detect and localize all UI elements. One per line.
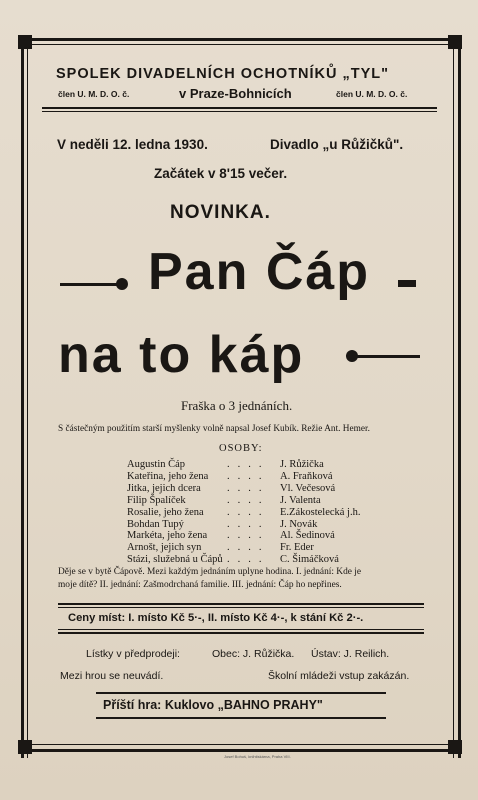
society-name: SPOLEK DIVADELNÍCH OCHOTNÍKŮ „TYL" [56,66,390,82]
presale-label: Lístky v předprodeji: [86,648,180,660]
note-no-entry-during-play: Mezi hrou se neuvádí. [60,670,164,682]
cast-actor: Vl. Večesová [280,482,336,494]
cast-leader-dots: .... [227,470,270,482]
next-show-rule-top [96,692,386,694]
cast-role: Bohdan Tupý [127,518,184,530]
cast-actor: A. Fraňková [280,470,333,482]
event-date: V neděli 12. ledna 1930. [57,137,208,152]
event-start: Začátek v 8'15 večer. [154,166,288,181]
cast-role: Stázi, služebná u Čápů [127,554,223,566]
cast-role: Arnošt, jejich syn [127,542,202,554]
presale-ustav: Ústav: J. Reilich. [311,648,390,660]
presale-obec: Obec: J. Růžička. [212,648,295,660]
cast-actor: Fr. Eder [280,542,314,554]
title-ornament-left-line [60,283,118,286]
title-ornament-right-line [356,355,420,358]
cast-actor: J. Růžička [280,459,324,470]
cast-actor: J. Valenta [280,494,321,506]
play-subtitle: Fraška o 3 jednáních. [181,398,293,413]
cast-leader-dots: .... [227,459,270,470]
play-title-line2: na to káp [58,326,305,384]
location: v Praze-Bohnicích [179,86,292,101]
cast-leader-dots: .... [227,482,270,494]
play-title-line1: Pan Čáp [148,243,371,301]
frame-corner-tl [18,35,32,49]
novelty-label: NOVINKA. [170,202,271,223]
frame-corner-bl [18,740,32,754]
synopsis-line2: moje dítě? II. jednání: Zašmodrchaná familie. III. jednání: Čáp ho nepřines. [58,580,342,590]
header-rule-thin [42,111,437,112]
title-ornament-left-dot [116,278,128,290]
frame-bottom-inner [20,744,462,745]
synopsis-line1: Děje se v bytě Čápově. Mezi každým jednáním uplyne hodina. I. jednání: Kde je [58,567,362,577]
play-credits: S částečným použitím starší myšlenky volně napsal Josef Kubík. Režie Ant. Hemer. [58,424,370,434]
cast-actor: Al. Šedinová [280,530,335,542]
prices-rule-bottom [58,632,424,634]
frame-bottom-outer [20,749,462,752]
member-right: člen U. M. D. O. č. [336,89,408,99]
prices-rule-top [58,603,424,605]
member-left: člen U. M. D. O. č. [58,89,130,99]
cast-role: Kateřina, jeho žena [127,470,209,482]
frame-right-inner [453,36,454,758]
prices-rule-top-thin [58,607,424,608]
cast-actor: C. Šimáčková [280,554,339,566]
ticket-prices: Ceny míst: I. místo Kč 5·-, II. místo Kč 4·-, k stání Kč 2·-. [68,612,364,624]
frame-corner-br [448,740,462,754]
frame-left-inner [27,36,28,758]
cast-leader-dots: .... [227,530,270,542]
next-show-rule-bottom [96,717,386,719]
event-venue: Divadlo „u Růžičků". [270,137,404,152]
cast-leader-dots: .... [227,506,270,518]
cast-row [127,554,427,567]
printer-imprint: Josef Bohuš, knihtiskárna, Praha VIII. [224,754,291,759]
frame-corner-tr [448,35,462,49]
header-rule [42,107,437,109]
cast-heading: OSOBY: [219,443,263,454]
frame-left-outer [21,36,24,758]
cast-role: Rosalie, jeho žena [127,506,204,518]
cast-role: Jitka, jejich dcera [127,482,201,494]
cast-role: Filip Špalíček [127,494,186,506]
note-no-schoolchildren: Školní mládeži vstup zakázán. [268,670,410,682]
cast-actor: E.Zákostelecká j.h. [280,506,361,518]
cast-leader-dots: .... [227,554,270,566]
frame-top-inner [20,44,462,45]
cast-leader-dots: .... [227,542,270,554]
frame-top-outer [20,38,462,41]
prices-rule-bottom-thin [58,629,424,630]
cast-actor: J. Novák [280,518,318,530]
cast-role: Markéta, jeho žena [127,530,208,542]
cast-leader-dots: .... [227,518,270,530]
cast-role: Augustin Čáp [127,459,186,470]
next-show: Příští hra: Kuklovo „BAHNO PRAHY" [103,698,323,712]
frame-right-outer [458,36,461,758]
cast-leader-dots: .... [227,494,270,506]
title-ornament-right-dash [398,280,416,287]
